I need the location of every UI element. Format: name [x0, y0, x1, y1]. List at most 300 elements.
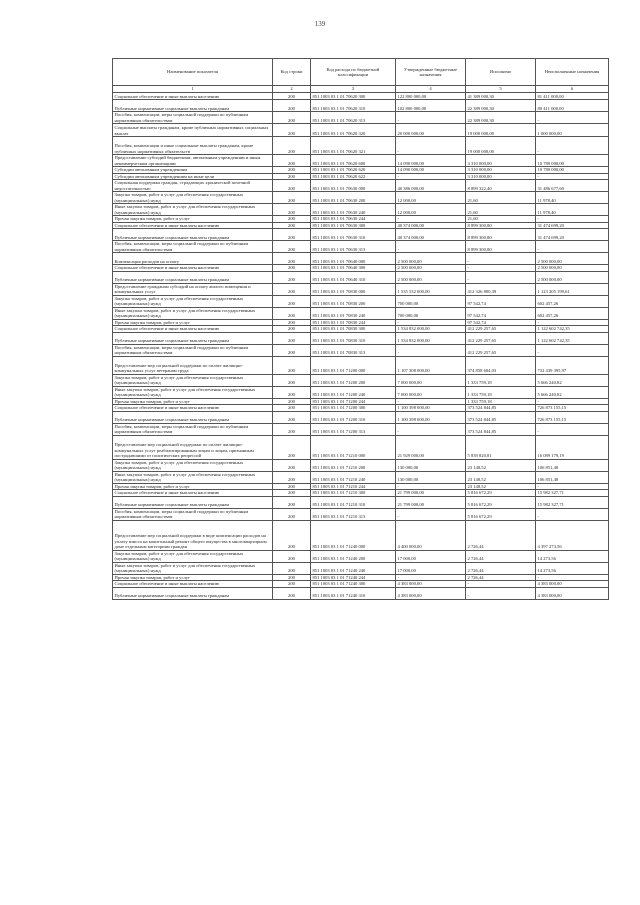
row-code: 200 [273, 435, 311, 459]
row-approved: 1 100 398 000,00 [396, 411, 466, 423]
row-code: 200 [273, 496, 311, 508]
row-name: Предоставление субсидий бюджетным, автономным учреждениям и иным некоммерческим организациям [113, 155, 273, 167]
row-name: Публичные нормативные социальные выплаты гражданам [113, 496, 273, 508]
row-classification: 851 1003 03 1 01 71240 244 [311, 574, 396, 581]
row-unexecuted: 31 474 699,20 [536, 229, 609, 241]
table-row [113, 155, 609, 167]
row-classification: 851 1003 03 1 01 70830 000 [311, 283, 396, 295]
row-name: Социальное обеспечение и иные выплаты населению [113, 581, 273, 588]
row-code: 200 [273, 137, 311, 155]
table-row [113, 356, 609, 374]
row-classification: 851 1003 03 1 01 70830 313 [311, 344, 396, 356]
row-code: 200 [273, 356, 311, 374]
row-code: 200 [273, 204, 311, 216]
row-executed: - [466, 265, 536, 272]
row-executed: 5 816 672,29 [466, 496, 536, 508]
row-approved: 21 929 000,00 [396, 435, 466, 459]
row-unexecuted: - [536, 241, 609, 253]
row-name: Социальное обеспечение и иные выплаты населению [113, 265, 273, 272]
column-number-row [113, 86, 609, 93]
row-classification: 851 1003 03 1 01 70630 310 [311, 229, 396, 241]
table-row [113, 459, 609, 471]
row-classification: 851 1003 03 1 01 71200 300 [311, 405, 396, 412]
row-approved: 20 000 000,00 [396, 124, 466, 137]
row-name: Прочая закупка товаров, работ и услуг [113, 398, 273, 405]
row-name: Пособия, компенсации, меры социальной поддержки по публичным нормативным обязательствам [113, 241, 273, 253]
column-header-executed: Исполнено [466, 59, 536, 86]
row-name: Закупка товаров, работ и услуг для обеспечения государственных (муниципальных) нужд [113, 192, 273, 204]
row-unexecuted: 10 780 000,00 [536, 155, 609, 167]
row-executed: 412 229 257,65 [466, 344, 536, 356]
row-approved: - [396, 137, 466, 155]
table-row [113, 295, 609, 307]
row-classification: 851 1003 03 1 01 70620 620 [311, 167, 396, 174]
row-classification: 851 1003 03 1 01 71210 300 [311, 490, 396, 497]
row-executed: 373 524 844,85 [466, 423, 536, 435]
row-name: Социальная поддержка граждан, страдающих хронической почечной недостаточностью [113, 180, 273, 192]
row-name: Пособия, компенсации, меры социальной поддержки по публичным нормативным обязательствам [113, 508, 273, 520]
table-row [113, 112, 609, 124]
row-code: 200 [273, 490, 311, 497]
row-code: 200 [273, 423, 311, 435]
row-classification: 851 1003 03 1 01 70630 300 [311, 222, 396, 229]
table-row [113, 124, 609, 137]
row-name: Пособия, компенсации и иные социальные выплаты гражданам, кроме публичных нормативных обязательств [113, 137, 273, 155]
row-name: Пособия, компенсации, меры социальной поддержки по публичным нормативным обязательствам [113, 423, 273, 435]
table-row [113, 435, 609, 459]
row-code: 200 [273, 562, 311, 574]
row-name: Прочая закупка товаров, работ и услуг [113, 483, 273, 490]
row-approved: 122 800 000,00 [396, 93, 466, 100]
row-code: 200 [273, 520, 311, 550]
row-unexecuted: - [536, 574, 609, 581]
row-executed: 21,60 [466, 216, 536, 223]
row-name: Предоставление мер социальной поддержки по оплате жилищно-коммунальных услуг ветеранам труда [113, 356, 273, 374]
column-number: 1 [113, 86, 273, 93]
row-executed: - [466, 581, 536, 588]
row-executed: 1 333 759,18 [466, 386, 536, 398]
row-name: Закупка товаров, работ и услуг для обеспечения государственных (муниципальных) нужд [113, 374, 273, 386]
row-name: Субсидии автономным учреждениям [113, 167, 273, 174]
table-row [113, 229, 609, 241]
row-approved: 130 000,00 [396, 459, 466, 471]
row-classification: 851 1003 03 1 01 70630 000 [311, 180, 396, 192]
row-approved: 21 799 000,00 [396, 496, 466, 508]
row-code: 200 [273, 180, 311, 192]
row-code: 200 [273, 155, 311, 167]
row-name: Социальное обеспечение и иные выплаты населению [113, 405, 273, 412]
row-approved: 1 534 832 000,00 [396, 326, 466, 333]
row-executed: 2 726,44 [466, 550, 536, 562]
row-name: Пособия, компенсации, меры социальной поддержки по публичным нормативным обязательствам [113, 344, 273, 356]
row-approved: - [396, 398, 466, 405]
row-classification: 851 1003 03 1 01 70620 600 [311, 155, 396, 167]
table-row [113, 307, 609, 319]
row-classification: 851 1003 03 1 01 70620 321 [311, 137, 396, 155]
row-executed: 8 899 300,80 [466, 241, 536, 253]
row-code: 200 [273, 326, 311, 333]
column-number: 4 [396, 86, 466, 93]
row-approved: - [396, 173, 466, 180]
budget-execution-table [112, 58, 609, 600]
row-classification: 851 1003 03 1 01 70620 622 [311, 173, 396, 180]
row-unexecuted: 106 851,48 [536, 459, 609, 471]
row-classification: 851 1003 03 1 01 71240 200 [311, 550, 396, 562]
row-approved: 40 386 000,00 [396, 180, 466, 192]
table-row [113, 386, 609, 398]
row-approved: 21 799 000,00 [396, 490, 466, 497]
row-executed: 2 726,44 [466, 562, 536, 574]
row-code: 200 [273, 581, 311, 588]
row-unexecuted: 10 780 000,00 [536, 167, 609, 174]
row-code: 200 [273, 405, 311, 412]
row-unexecuted: 16 089 179,19 [536, 435, 609, 459]
row-code: 200 [273, 112, 311, 124]
column-header-approved: Утвержденные бюджетные назначения [396, 59, 466, 86]
row-executed: 22 389 000,30 [466, 112, 536, 124]
row-code: 200 [273, 574, 311, 581]
row-classification: 851 1003 03 1 01 71240 300 [311, 581, 396, 588]
row-unexecuted: 2 500 000,00 [536, 271, 609, 283]
row-executed: 23 148,52 [466, 471, 536, 483]
row-name: Социальные выплаты гражданам, кроме публичных нормативных социальных выплат [113, 124, 273, 137]
row-unexecuted: 14 273,56 [536, 550, 609, 562]
row-unexecuted: 31 486 677,60 [536, 180, 609, 192]
row-code: 200 [273, 167, 311, 174]
row-approved: 17 000,00 [396, 550, 466, 562]
row-approved: 40 374 000,00 [396, 222, 466, 229]
row-code: 200 [273, 93, 311, 100]
row-name: Иные закупки товаров, работ и услуг для обеспечения государственных (муниципальных) нужд [113, 562, 273, 574]
table-row [113, 137, 609, 155]
row-code: 200 [273, 483, 311, 490]
row-unexecuted: 2 500 000,00 [536, 265, 609, 272]
row-approved: 4 383 000,00 [396, 581, 466, 588]
row-unexecuted: 11 978,40 [536, 204, 609, 216]
row-classification: 851 1003 03 1 01 71200 310 [311, 411, 396, 423]
row-unexecuted: 14 273,56 [536, 562, 609, 574]
row-executed: 23 148,52 [466, 459, 536, 471]
row-executed: 19 000 000,00 [466, 137, 536, 155]
row-code: 200 [273, 471, 311, 483]
table-row [113, 192, 609, 204]
row-unexecuted: - [536, 173, 609, 180]
row-approved: - [396, 319, 466, 326]
row-unexecuted: - [536, 216, 609, 223]
row-classification: 851 1003 03 1 01 71200 244 [311, 398, 396, 405]
row-name: Публичные нормативные социальные выплаты гражданам [113, 271, 273, 283]
row-code: 200 [273, 508, 311, 520]
row-classification: 851 1003 03 1 01 70830 310 [311, 332, 396, 344]
row-executed: 412 229 257,65 [466, 332, 536, 344]
row-classification: 851 1003 03 1 01 71210 200 [311, 459, 396, 471]
row-code: 200 [273, 216, 311, 223]
row-approved: 14 090 000,00 [396, 155, 466, 167]
row-name: Закупка товаров, работ и услуг для обеспечения государственных (муниципальных) нужд [113, 550, 273, 562]
row-approved: 4 383 000,00 [396, 587, 466, 599]
row-name: Публичные нормативные социальные выплаты гражданам [113, 587, 273, 599]
row-code: 200 [273, 332, 311, 344]
row-name: Прочая закупка товаров, работ и услуг [113, 319, 273, 326]
column-header-name: Наименование показателя [113, 59, 273, 86]
row-executed: 19 000 000,00 [466, 124, 536, 137]
row-classification: 851 1003 03 1 01 71210 244 [311, 483, 396, 490]
row-unexecuted: 726 873 155,15 [536, 405, 609, 412]
row-name: Прочая закупка товаров, работ и услуг [113, 216, 273, 223]
row-classification: 851 1003 03 1 01 70630 200 [311, 192, 396, 204]
row-name: Социальное обеспечение и иные выплаты населению [113, 222, 273, 229]
row-approved: - [396, 344, 466, 356]
row-unexecuted: - [536, 137, 609, 155]
row-name: Социальное обеспечение и иные выплаты населению [113, 490, 273, 497]
row-name: Публичные нормативные социальные выплаты гражданам [113, 411, 273, 423]
row-code: 200 [273, 459, 311, 471]
table-row [113, 204, 609, 216]
row-code: 200 [273, 295, 311, 307]
row-name: Предоставление гражданам субсидий на оплату жилого помещения и коммунальных услуг [113, 283, 273, 295]
row-code: 200 [273, 265, 311, 272]
row-unexecuted: 15 982 327,71 [536, 496, 609, 508]
table-row [113, 332, 609, 344]
page-number: 139 [314, 20, 326, 28]
row-unexecuted: 602 457,26 [536, 295, 609, 307]
row-code: 200 [273, 192, 311, 204]
row-executed: 8 899 300,80 [466, 229, 536, 241]
row-executed: 412 229 257,65 [466, 326, 536, 333]
row-unexecuted: 726 873 155,15 [536, 411, 609, 423]
row-approved: 4 400 000,00 [396, 520, 466, 550]
row-classification: 851 1003 03 1 01 71200 240 [311, 386, 396, 398]
row-approved: 130 000,00 [396, 471, 466, 483]
row-name: Публичные нормативные социальные выплаты гражданам [113, 100, 273, 112]
row-executed: 8 899 300,80 [466, 222, 536, 229]
row-classification: 851 1003 03 1 01 71210 310 [311, 496, 396, 508]
table-row [113, 93, 609, 100]
row-classification: 851 1003 03 1 01 70830 244 [311, 319, 396, 326]
row-executed: 41 389 000,30 [466, 93, 536, 100]
row-classification: 851 1003 03 1 01 71240 000 [311, 520, 396, 550]
table-row [113, 508, 609, 520]
row-classification: 851 1003 03 1 01 70620 320 [311, 124, 396, 137]
row-executed: - [466, 271, 536, 283]
row-name: Пособия, компенсации, меры социальной поддержки по публичным нормативным обязательствам [113, 112, 273, 124]
row-unexecuted: 1 000 000,00 [536, 124, 609, 137]
row-unexecuted: - [536, 344, 609, 356]
row-executed: 97 542,74 [466, 307, 536, 319]
row-unexecuted: 5 666 240,82 [536, 374, 609, 386]
row-approved: 2 500 000,00 [396, 271, 466, 283]
row-executed: 5 816 672,29 [466, 508, 536, 520]
row-approved: - [396, 483, 466, 490]
row-code: 200 [273, 398, 311, 405]
table-row [113, 180, 609, 192]
row-classification: 851 1003 03 1 01 70830 300 [311, 326, 396, 333]
column-number: 3 [311, 86, 396, 93]
row-unexecuted: 31 474 699,20 [536, 222, 609, 229]
table-row [113, 100, 609, 112]
row-code: 200 [273, 241, 311, 253]
row-classification: 851 1003 03 1 01 71210 000 [311, 435, 396, 459]
row-executed: 23 148,52 [466, 483, 536, 490]
row-classification: 851 1003 03 1 01 71240 240 [311, 562, 396, 574]
row-name: Закупка товаров, работ и услуг для обеспечения государственных (муниципальных) нужд [113, 459, 273, 471]
row-executed: 374 858 604,03 [466, 356, 536, 374]
row-unexecuted: 15 982 327,71 [536, 490, 609, 497]
row-approved: 7 000 000,00 [396, 386, 466, 398]
table-row [113, 550, 609, 562]
row-executed: 5 839 820,81 [466, 435, 536, 459]
row-executed: 5 816 672,29 [466, 490, 536, 497]
table-row [113, 562, 609, 574]
row-unexecuted: 602 457,26 [536, 307, 609, 319]
row-unexecuted: 5 666 240,82 [536, 386, 609, 398]
row-classification: 851 1003 03 1 01 70830 240 [311, 307, 396, 319]
row-name: Субсидии автономным учреждениям на иные цели [113, 173, 273, 180]
row-approved: - [396, 423, 466, 435]
row-executed: 2 726,44 [466, 574, 536, 581]
row-approved: 102 800 000,00 [396, 100, 466, 112]
row-executed: 22 389 000,30 [466, 100, 536, 112]
row-classification: 851 1003 03 1 01 70630 313 [311, 241, 396, 253]
row-code: 200 [273, 374, 311, 386]
row-code: 200 [273, 253, 311, 265]
table-row [113, 271, 609, 283]
row-executed: 412 326 800,39 [466, 283, 536, 295]
row-approved: 12 000,00 [396, 204, 466, 216]
row-executed: 3 310 000,00 [466, 167, 536, 174]
row-executed: 3 310 000,00 [466, 155, 536, 167]
row-approved: 17 000,00 [396, 562, 466, 574]
table-row [113, 471, 609, 483]
table-row [113, 423, 609, 435]
row-code: 200 [273, 319, 311, 326]
row-classification: 851 1003 03 1 01 71210 240 [311, 471, 396, 483]
row-classification: 851 1003 03 1 01 71200 000 [311, 356, 396, 374]
row-approved: - [396, 241, 466, 253]
row-executed: 2 726,44 [466, 520, 536, 550]
row-approved: - [396, 216, 466, 223]
column-header-unexecuted: Неисполненные назначения [536, 59, 609, 86]
row-approved: - [396, 112, 466, 124]
row-code: 200 [273, 271, 311, 283]
row-name: Компенсация расходов на оплату [113, 253, 273, 265]
row-approved: 12 000,00 [396, 192, 466, 204]
row-executed: - [466, 587, 536, 599]
row-unexecuted: - [536, 423, 609, 435]
row-classification: 851 1003 03 1 01 70640 310 [311, 271, 396, 283]
row-executed: 21,60 [466, 192, 536, 204]
row-classification: 851 1003 03 1 01 71210 313 [311, 508, 396, 520]
row-code: 200 [273, 100, 311, 112]
row-approved: 700 000,00 [396, 307, 466, 319]
row-classification: 851 1003 03 1 01 70630 240 [311, 204, 396, 216]
row-classification: 851 1003 03 1 01 70630 244 [311, 216, 396, 223]
table-row [113, 587, 609, 599]
row-approved: 7 000 000,00 [396, 374, 466, 386]
row-name: Иные закупки товаров, работ и услуг для обеспечения государственных (муниципальных) нужд [113, 307, 273, 319]
table-header-row [113, 59, 609, 86]
row-executed: 373 524 844,85 [466, 405, 536, 412]
row-classification: 851 1003 03 1 01 70620 300 [311, 93, 396, 100]
row-unexecuted: - [536, 483, 609, 490]
row-unexecuted: 11 978,40 [536, 192, 609, 204]
row-approved: - [396, 508, 466, 520]
row-unexecuted: 81 411 000,00 [536, 93, 609, 100]
row-unexecuted: 106 851,48 [536, 471, 609, 483]
row-approved: 2 500 000,00 [396, 265, 466, 272]
column-number: 6 [536, 86, 609, 93]
row-executed: 21,60 [466, 204, 536, 216]
row-code: 200 [273, 307, 311, 319]
row-name: Иные закупки товаров, работ и услуг для обеспечения государственных (муниципальных) нужд [113, 386, 273, 398]
row-approved: 2 500 000,00 [396, 253, 466, 265]
table-row [113, 344, 609, 356]
table-row [113, 374, 609, 386]
row-executed: 97 542,74 [466, 295, 536, 307]
row-unexecuted: 4 383 000,00 [536, 587, 609, 599]
row-approved: - [396, 574, 466, 581]
row-name: Социальное обеспечение и иные выплаты населению [113, 93, 273, 100]
row-unexecuted: 80 411 000,00 [536, 100, 609, 112]
row-executed: 1 333 759,18 [466, 398, 536, 405]
row-code: 200 [273, 173, 311, 180]
table-row [113, 253, 609, 265]
row-code: 200 [273, 587, 311, 599]
row-name: Иные закупки товаров, работ и услуг для обеспечения государственных (муниципальных) нужд [113, 471, 273, 483]
row-code: 200 [273, 550, 311, 562]
row-approved: 1 534 832 000,00 [396, 332, 466, 344]
row-code: 200 [273, 411, 311, 423]
column-number: 5 [466, 86, 536, 93]
row-executed: - [466, 253, 536, 265]
column-header-code: Код строки [273, 59, 311, 86]
row-unexecuted: 1 122 602 742,35 [536, 332, 609, 344]
row-unexecuted: - [536, 319, 609, 326]
table-body [113, 93, 609, 600]
table-row [113, 241, 609, 253]
row-approved: 40 374 000,00 [396, 229, 466, 241]
row-approved: 1 100 398 000,00 [396, 405, 466, 412]
row-classification: 851 1003 03 1 01 71200 313 [311, 423, 396, 435]
row-code: 200 [273, 283, 311, 295]
row-code: 200 [273, 344, 311, 356]
row-name: Иные закупки товаров, работ и услуг для обеспечения государственных (муниципальных) нужд [113, 204, 273, 216]
table-row [113, 496, 609, 508]
column-number: 2 [273, 86, 311, 93]
row-executed: 8 899 322,40 [466, 180, 536, 192]
row-classification: 851 1003 03 1 01 71200 200 [311, 374, 396, 386]
row-code: 200 [273, 386, 311, 398]
table-row [113, 411, 609, 423]
row-approved: 700 000,00 [396, 295, 466, 307]
row-name: Прочая закупка товаров, работ и услуг [113, 574, 273, 581]
row-classification: 851 1003 03 1 01 70830 200 [311, 295, 396, 307]
row-code: 200 [273, 222, 311, 229]
row-unexecuted: - [536, 112, 609, 124]
table-row [113, 283, 609, 295]
row-unexecuted: 1 122 602 742,35 [536, 326, 609, 333]
row-approved: 1 535 532 000,00 [396, 283, 466, 295]
row-classification: 851 1003 03 1 01 71240 310 [311, 587, 396, 599]
row-unexecuted: 732 439 395,97 [536, 356, 609, 374]
row-name: Закупка товаров, работ и услуг для обеспечения государственных (муниципальных) нужд [113, 295, 273, 307]
row-unexecuted: 2 500 000,00 [536, 253, 609, 265]
row-classification: 851 1003 03 1 01 70620 310 [311, 100, 396, 112]
row-approved: 1 107 308 000,00 [396, 356, 466, 374]
row-name: Социальное обеспечение и иные выплаты населению [113, 326, 273, 333]
row-unexecuted: 1 123 205 199,61 [536, 283, 609, 295]
row-name: Предоставление мер социальной поддержки в виде компенсации расходов на уплату взноса на капитальный ремонт общего имущества в многоквартирном доме отдельным категориям граждан [113, 520, 273, 550]
